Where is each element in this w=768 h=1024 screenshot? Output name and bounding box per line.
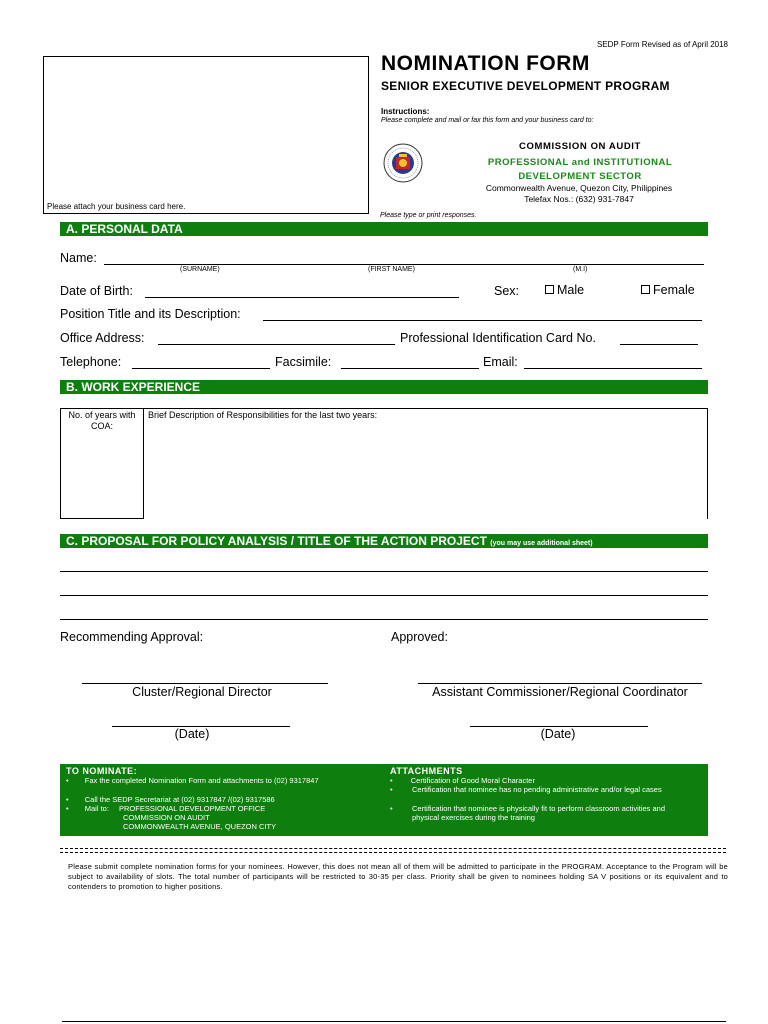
telefax-line: Telefax Nos.: (632) 931-7847 [524,194,634,204]
name-label: Name: [60,251,97,265]
attachment-item-2-text: Certification that nominee has no pending administrative and/or legal cases [412,785,662,794]
divider [60,848,726,853]
male-label: Male [557,283,585,297]
surname-caption: (SURNAME) [180,266,220,273]
dob-field[interactable] [145,297,459,298]
attachment-item-3 [390,804,690,822]
org-address [470,183,688,205]
approved-date-label: (Date) [540,727,576,741]
fax-label: Facsimile: [275,355,332,369]
mail-to-line-2: COMMISSION ON AUDIT [123,813,210,822]
pic-field[interactable] [620,344,698,345]
years-label: No. of years with COA: [68,410,136,431]
female-label: Female [653,283,695,297]
address-line: Commonwealth Avenue, Quezon City, Philippines [485,183,673,193]
male-option[interactable] [545,283,584,297]
sex-label: Sex: [494,284,520,298]
recommending-signature-line[interactable] [82,683,328,684]
org-name: COMMISSION ON AUDIT [519,141,641,152]
position-label: Position Title and its Description: [60,307,241,321]
telephone-label: Telephone: [60,355,122,369]
section-c-note: (you may use additional sheet) [490,540,593,547]
mi-caption: (M.I) [573,266,588,273]
recommending-label: Recommending Approval: [60,630,204,644]
approved-label: Approved: [391,630,448,644]
nominate-item-3 [66,804,366,813]
office-field[interactable] [158,344,395,345]
mail-to-line-3: COMMONWEALTH AVENUE, QUEZON CITY [123,822,277,831]
page-subtitle: SENIOR EXECUTIVE DEVELOPMENT PROGRAM [381,79,670,93]
nominate-item-2-text: Call the SEDP Secretariat at (02) 9317847 /(02) 9317586 [84,795,275,804]
bullet-icon: • [66,795,69,804]
mail-to-label: Mail to: [84,804,109,813]
dob-label: Date of Birth: [60,284,133,298]
proposal-line-2[interactable] [60,595,708,596]
bullet-icon: • [390,804,393,813]
recommending-date-label: (Date) [174,727,210,741]
instructions-text: Please complete and mail or fax this form and your business card to: [381,117,594,124]
nominate-item-2 [66,795,366,804]
nominate-item-1 [66,776,366,785]
position-field[interactable] [263,320,702,321]
bullet-icon: • [390,785,393,794]
pic-label: Professional Identification Card No. [400,331,596,345]
nomination-info-box [60,764,708,836]
coa-seal-logo [383,143,423,183]
male-checkbox[interactable] [545,285,554,294]
section-c-title: C. PROPOSAL FOR POLICY ANALYSIS / TITLE OF THE ACTION PROJECT [66,534,487,548]
name-field[interactable] [104,264,704,265]
type-print-note: Please type or print responses. [380,212,477,219]
mail-to-line-1: PROFESSIONAL DEVELOPMENT OFFICE [119,804,266,813]
attachment-item-1-text: Certification of Good Moral Character [410,776,535,785]
work-experience-table [60,408,708,519]
email-label: Email: [483,355,518,369]
revision-note: SEDP Form Revised as of April 2018 [596,40,728,49]
sector-line-2: DEVELOPMENT SECTOR [518,171,642,182]
office-label: Office Address: [60,331,145,345]
proposal-line-1[interactable] [60,571,708,572]
footnote: Please submit complete nomination forms for your nominees. However, this does not mean all of them will be admitted to participate in the PROGRAM. Acceptance to the Program will be subject to availability of slots. The total number of participants will be restricted to 30-35 per class. Priority shall be given to nominees holding SA V positions or its equivalent and to contenders to promotion to higher positions. [68,862,728,891]
recommending-role: Cluster/Regional Director [132,685,272,699]
section-b-header: B. WORK EXPERIENCE [60,380,708,394]
bottom-divider [62,1021,726,1022]
bullet-icon: • [66,776,69,785]
section-a-header: A. PERSONAL DATA [60,222,708,236]
nominate-item-1-text: Fax the completed Nomination Form and attachments to (02) 9317847 [84,776,319,785]
attachment-item-2 [390,785,690,794]
fax-field[interactable] [341,368,479,369]
sector-name [476,156,684,184]
page-title: NOMINATION FORM [381,52,590,75]
attachments-heading: ATTACHMENTS [390,766,463,776]
to-nominate-heading: TO NOMINATE: [66,766,138,776]
responsibilities-label: Brief Description of Responsibilities for the last two years: [148,410,378,420]
female-option[interactable] [641,283,695,297]
bullet-icon: • [66,804,69,813]
business-card-note: Please attach your business card here. [47,202,186,211]
sector-line-1: PROFESSIONAL and INSTITUTIONAL [487,157,673,168]
attachment-item-1 [390,776,690,785]
instructions-heading: Instructions: [381,107,430,116]
female-checkbox[interactable] [641,285,650,294]
bullet-icon: • [390,776,393,785]
section-c-header [60,534,708,548]
business-card-box [43,56,369,214]
proposal-line-3[interactable] [60,619,708,620]
email-field[interactable] [524,368,702,369]
approved-role: Assistant Commissioner/Regional Coordinator [432,685,688,699]
approved-signature-line[interactable] [418,683,702,684]
firstname-caption: (FIRST NAME) [368,266,415,273]
telephone-field[interactable] [132,368,270,369]
attachment-item-3-text: Certification that nominee is physically fit to perform classroom activities and physical exercises during the training [412,804,666,822]
